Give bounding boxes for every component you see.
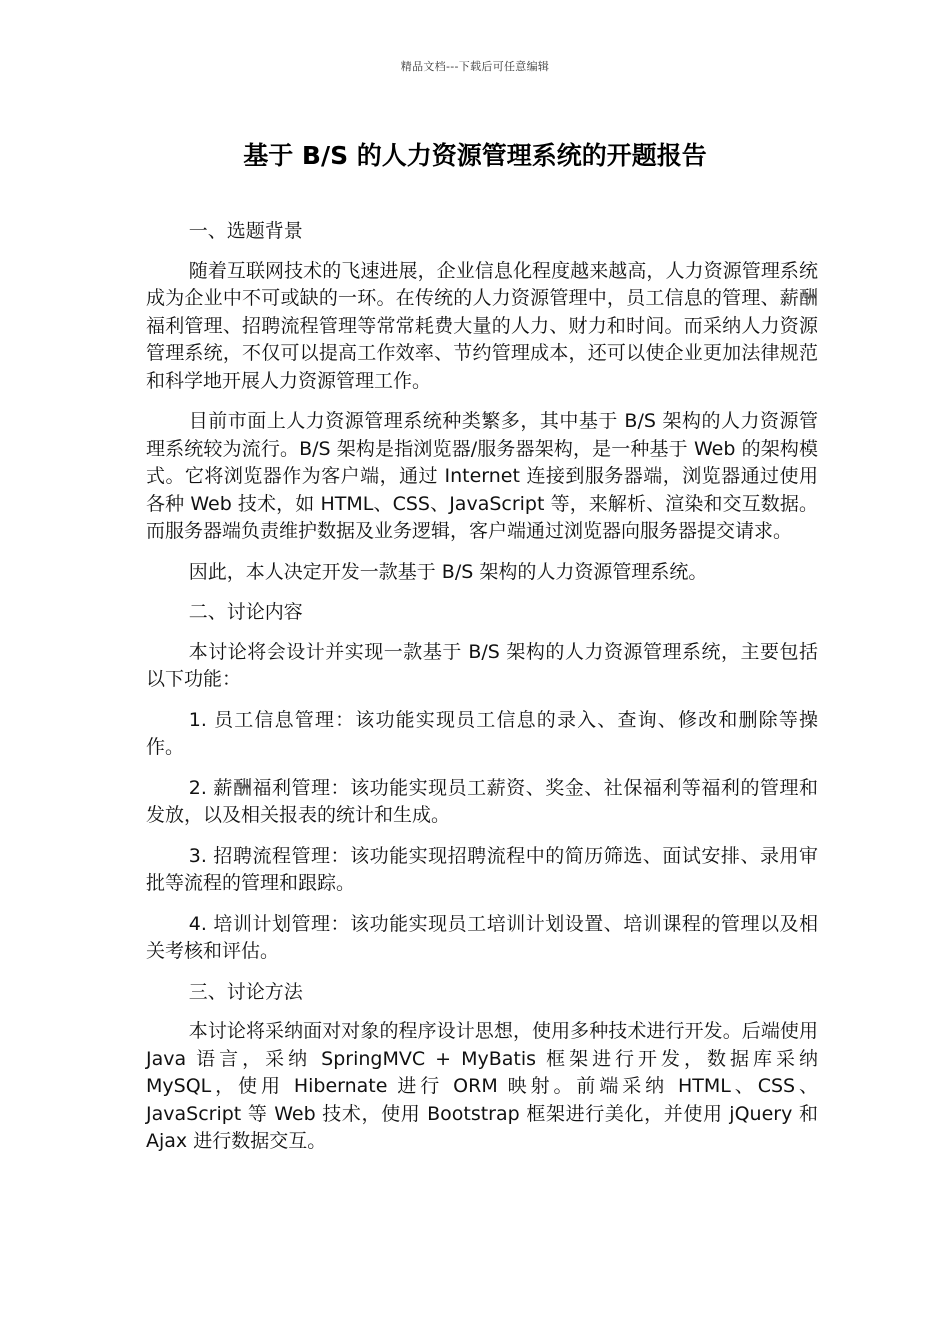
paragraph-method: 本讨论将采纳面对对象的程序设计思想，使用多种技术进行开发。后端使用 Java 语言，采纳 SpringMVC + MyBatis 框架进行开发，数据库采纳 MySQL，使用 Hibernate 进行 ORM 映射。前端采纳 HTML、CSS、JavaScript 等 Web 技术，使用 Bootstrap 框架进行美化，并使用 jQuery 和 Ajax 进行数据交互。 bbox=[146, 1020, 818, 1152]
list-item-training: 4. 培训计划管理：该功能实现员工培训计划设置、培训课程的管理以及相关考核和评估。 bbox=[146, 912, 818, 962]
page-header-note: 精品文档---下载后可任意编辑 bbox=[400, 60, 550, 73]
section-heading-background: 一、选题背景 bbox=[188, 220, 303, 242]
paragraph-background-2: 目前市面上人力资源管理系统种类繁多，其中基于 B/S 架构的人力资源管理系统较为流行。B/S 架构是指浏览器/服务器架构，是一种基于 Web 的架构模式。它将浏览器作为客户端，通过 Internet 连接到服务器端，浏览器通过使用各种 Web 技术，如 HTML、CSS、JavaScript 等，来解析、渲染和交互数据。而服务器端负责维护数据及业务逻辑，客户端通过浏览器向服务器提交请求。 bbox=[146, 410, 818, 542]
document-body bbox=[146, 218, 818, 1169]
paragraph-background-3: 因此，本人决定开发一款基于 B/S 架构的人力资源管理系统。 bbox=[188, 560, 708, 583]
section-heading-content: 二、讨论内容 bbox=[188, 601, 303, 623]
list-item-salary-benefits: 2. 薪酬福利管理：该功能实现员工薪资、奖金、社保福利等福利的管理和发放，以及相关报表的统计和生成。 bbox=[146, 776, 818, 826]
document-title: 基于 B/S 的人力资源管理系统的开题报告 bbox=[243, 141, 707, 170]
paragraph-content-intro: 本讨论将会设计并实现一款基于 B/S 架构的人力资源管理系统，主要包括以下功能： bbox=[146, 640, 818, 690]
paragraph-background-1: 随着互联网技术的飞速进展，企业信息化程度越来越高，人力资源管理系统成为企业中不可或缺的一环。在传统的人力资源管理中，员工信息的管理、薪酬福利管理、招聘流程管理等常常耗费大量的人力、财力和时间。而采纳人力资源管理系统，不仅可以提高工作效率、节约管理成本，还可以使企业更加法律规范和科学地开展人力资源管理工作。 bbox=[146, 259, 818, 392]
list-item-employee-info: 1. 员工信息管理：该功能实现员工信息的录入、查询、修改和删除等操作。 bbox=[146, 708, 818, 758]
section-heading-method: 三、讨论方法 bbox=[188, 980, 303, 1003]
list-item-recruitment: 3. 招聘流程管理：该功能实现招聘流程中的简历筛选、面试安排、录用审批等流程的管理和跟踪。 bbox=[146, 844, 818, 894]
